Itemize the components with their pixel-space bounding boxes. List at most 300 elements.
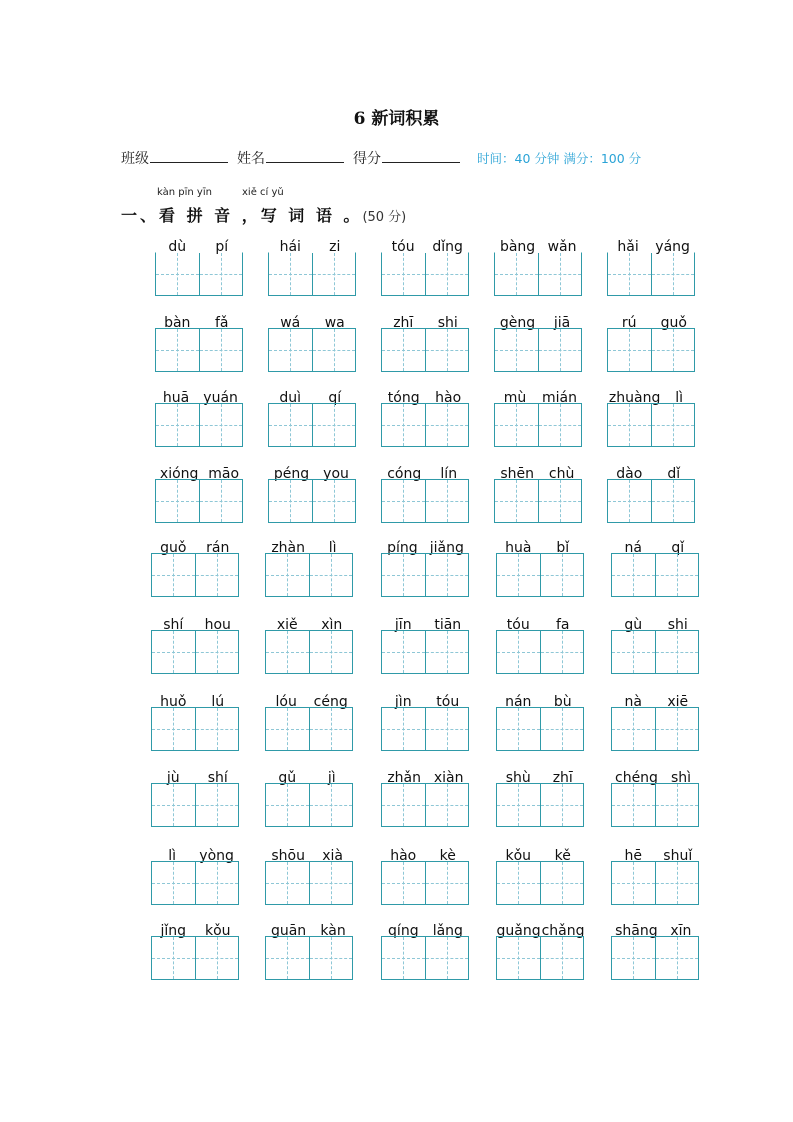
pinyin-syllable: zi: [329, 239, 341, 255]
guide-line-horizontal: [652, 350, 695, 351]
pinyin-syllable: bǐ: [556, 540, 570, 556]
character-writing-cell[interactable]: [497, 631, 540, 673]
guide-line-horizontal: [652, 274, 695, 275]
character-writing-cell[interactable]: [425, 554, 469, 596]
tianzige-box-pair[interactable]: [611, 861, 699, 905]
tianzige-box-pair[interactable]: [155, 403, 243, 447]
tianzige-box-pair[interactable]: [611, 553, 699, 597]
pinyin-syllable: rú: [621, 315, 637, 331]
pinyin-syllable: tiān: [434, 617, 462, 633]
character-writing-cell[interactable]: [382, 554, 425, 596]
character-writing-cell[interactable]: [152, 708, 195, 750]
pinyin-syllable: dǐ: [667, 466, 681, 482]
guide-line-horizontal: [495, 425, 538, 426]
word-item: [496, 694, 585, 710]
pinyin-syllable: guǎng: [496, 923, 541, 939]
guide-line-horizontal: [541, 805, 584, 806]
guide-line-horizontal: [612, 958, 655, 959]
pinyin-syllable: yáng: [655, 239, 690, 255]
character-writing-cell[interactable]: [495, 253, 538, 295]
guide-line-horizontal: [382, 575, 425, 576]
name-field: [237, 148, 344, 168]
character-writing-cell[interactable]: [382, 862, 425, 904]
tianzige-box-pair[interactable]: [381, 479, 469, 523]
word-item: [268, 239, 357, 255]
character-writing-cell[interactable]: [497, 937, 540, 979]
character-writing-cell[interactable]: [269, 253, 312, 295]
tianzige-box-pair[interactable]: [155, 479, 243, 523]
guide-line-horizontal: [495, 350, 538, 351]
character-writing-cell[interactable]: [538, 480, 582, 522]
tianzige-box-pair[interactable]: [381, 403, 469, 447]
character-writing-cell[interactable]: [612, 708, 655, 750]
tianzige-box-pair[interactable]: [381, 707, 469, 751]
tianzige-box-pair[interactable]: [265, 783, 353, 827]
guide-line-horizontal: [656, 575, 699, 576]
pinyin-syllable: hào: [390, 848, 417, 864]
tianzige-box-pair[interactable]: [494, 479, 582, 523]
character-writing-cell[interactable]: [382, 253, 425, 295]
guide-line-horizontal: [497, 729, 540, 730]
character-writing-cell[interactable]: [608, 329, 651, 371]
character-writing-cell[interactable]: [497, 862, 540, 904]
character-writing-cell[interactable]: [497, 708, 540, 750]
character-writing-cell[interactable]: [382, 329, 425, 371]
character-writing-cell[interactable]: [425, 862, 469, 904]
pinyin-syllable: hou: [204, 617, 231, 633]
guide-line-horizontal: [426, 805, 469, 806]
character-writing-cell[interactable]: [266, 937, 309, 979]
tianzige-box-pair[interactable]: [265, 707, 353, 751]
character-writing-cell[interactable]: [309, 862, 353, 904]
guide-line-horizontal: [152, 652, 195, 653]
character-writing-cell[interactable]: [540, 554, 584, 596]
character-writing-cell[interactable]: [312, 480, 356, 522]
guide-line-horizontal: [656, 805, 699, 806]
pinyin-syllable: zhī: [393, 315, 414, 331]
tianzige-box-pair[interactable]: [496, 707, 584, 751]
pinyin-syllable: chéng: [615, 770, 658, 786]
character-writing-cell[interactable]: [612, 784, 655, 826]
character-writing-cell[interactable]: [195, 631, 239, 673]
pinyin-syllable: yuán: [203, 390, 238, 406]
character-writing-cell[interactable]: [382, 480, 425, 522]
character-writing-cell[interactable]: [195, 554, 239, 596]
tianzige-box-pair[interactable]: [381, 861, 469, 905]
word-item: [151, 694, 240, 710]
student-info-row: [121, 148, 641, 168]
character-writing-cell[interactable]: [651, 404, 695, 446]
character-writing-cell[interactable]: [497, 784, 540, 826]
character-writing-cell[interactable]: [309, 708, 353, 750]
pinyin-syllable: xiē: [667, 694, 689, 710]
character-writing-cell[interactable]: [538, 329, 582, 371]
word-item: [381, 540, 470, 556]
word-item: [496, 770, 585, 786]
character-writing-cell[interactable]: [195, 862, 239, 904]
pinyin-syllable: jì: [327, 770, 336, 786]
word-item: [611, 694, 700, 710]
pinyin-syllable: chǎng: [541, 923, 585, 939]
pinyin-syllable: zhuàng: [608, 390, 661, 406]
pinyin-syllable: tóu: [436, 694, 460, 710]
guide-line-horizontal: [497, 805, 540, 806]
pinyin-syllable: dào: [616, 466, 643, 482]
guide-line-horizontal: [426, 501, 469, 502]
character-writing-cell[interactable]: [152, 554, 195, 596]
character-writing-cell[interactable]: [309, 937, 353, 979]
character-writing-cell[interactable]: [382, 784, 425, 826]
tianzige-box-pair[interactable]: [611, 707, 699, 751]
word-item: [151, 617, 240, 633]
character-writing-cell[interactable]: [195, 708, 239, 750]
character-writing-cell[interactable]: [608, 404, 651, 446]
character-writing-cell[interactable]: [425, 404, 469, 446]
guide-line-horizontal: [310, 805, 353, 806]
character-writing-cell[interactable]: [612, 937, 655, 979]
pinyin-syllable: ná: [624, 540, 642, 556]
character-writing-cell[interactable]: [425, 631, 469, 673]
name-label: 姓名: [237, 151, 265, 167]
character-writing-cell[interactable]: [497, 554, 540, 596]
guide-line-horizontal: [612, 575, 655, 576]
word-item: [494, 315, 583, 331]
guide-line-horizontal: [266, 883, 309, 884]
guide-line-horizontal: [426, 425, 469, 426]
guide-line-horizontal: [269, 425, 312, 426]
pinyin-syllable: xiàn: [433, 770, 464, 786]
character-writing-cell[interactable]: [199, 329, 243, 371]
character-writing-cell[interactable]: [269, 329, 312, 371]
word-item: [155, 239, 244, 255]
pinyin-syllable: kè: [439, 848, 456, 864]
character-writing-cell[interactable]: [655, 554, 699, 596]
pinyin-syllable: shuǐ: [663, 848, 693, 864]
character-writing-cell[interactable]: [266, 862, 309, 904]
character-writing-cell[interactable]: [266, 784, 309, 826]
guide-line-horizontal: [541, 729, 584, 730]
character-writing-cell[interactable]: [199, 253, 243, 295]
tianzige-box-pair[interactable]: [265, 553, 353, 597]
guide-line-horizontal: [382, 958, 425, 959]
character-writing-cell[interactable]: [425, 480, 469, 522]
guide-line-horizontal: [310, 958, 353, 959]
character-writing-cell[interactable]: [156, 329, 199, 371]
character-writing-cell[interactable]: [538, 253, 582, 295]
tianzige-box-pair[interactable]: [496, 936, 584, 980]
guide-line-horizontal: [310, 575, 353, 576]
guide-line-horizontal: [196, 883, 239, 884]
word-item: [496, 848, 585, 864]
score-label: 得分: [353, 151, 381, 167]
tianzige-box-pair[interactable]: [268, 252, 356, 296]
word-item: [268, 466, 357, 482]
tianzige-box-pair[interactable]: [151, 783, 239, 827]
guide-line-horizontal: [266, 652, 309, 653]
tianzige-box-pair[interactable]: [151, 936, 239, 980]
guide-line-horizontal: [313, 425, 356, 426]
character-writing-cell[interactable]: [608, 480, 651, 522]
tianzige-box-pair[interactable]: [265, 630, 353, 674]
tianzige-box-pair[interactable]: [496, 861, 584, 905]
class-blank[interactable]: [150, 149, 228, 163]
character-writing-cell[interactable]: [612, 631, 655, 673]
guide-line-horizontal: [541, 652, 584, 653]
character-writing-cell[interactable]: [309, 784, 353, 826]
tianzige-box-pair[interactable]: [381, 553, 469, 597]
tianzige-box-pair[interactable]: [494, 328, 582, 372]
pinyin-syllable: gù: [624, 617, 643, 633]
tianzige-box-pair[interactable]: [151, 707, 239, 751]
character-writing-cell[interactable]: [495, 404, 538, 446]
pinyin-syllable: jiā: [553, 315, 571, 331]
pinyin-syllable: dǐng: [432, 239, 463, 255]
character-writing-cell[interactable]: [655, 862, 699, 904]
guide-line-horizontal: [608, 350, 651, 351]
word-item: [151, 540, 240, 556]
character-writing-cell[interactable]: [156, 253, 199, 295]
word-item: [381, 390, 470, 406]
pinyin-syllable: kǒu: [505, 848, 532, 864]
tianzige-box-pair[interactable]: [265, 936, 353, 980]
character-writing-cell[interactable]: [655, 631, 699, 673]
character-writing-cell[interactable]: [266, 708, 309, 750]
guide-line-horizontal: [310, 883, 353, 884]
section-heading: [121, 203, 406, 226]
tianzige-box-pair[interactable]: [381, 252, 469, 296]
character-writing-cell[interactable]: [309, 631, 353, 673]
character-writing-cell[interactable]: [612, 554, 655, 596]
tianzige-box-pair[interactable]: [268, 479, 356, 523]
tianzige-box-pair[interactable]: [607, 403, 695, 447]
character-writing-cell[interactable]: [425, 329, 469, 371]
guide-line-horizontal: [656, 958, 699, 959]
pinyin-syllable: lǎng: [432, 923, 463, 939]
pinyin-syllable: shi: [437, 315, 458, 331]
pinyin-syllable: shí: [163, 617, 184, 633]
character-writing-cell[interactable]: [655, 708, 699, 750]
pinyin-syllable: xià: [322, 848, 344, 864]
character-writing-cell[interactable]: [608, 253, 651, 295]
character-writing-cell[interactable]: [651, 253, 695, 295]
pinyin-syllable: wa: [324, 315, 345, 331]
character-writing-cell[interactable]: [540, 937, 584, 979]
character-writing-cell[interactable]: [540, 631, 584, 673]
character-writing-cell[interactable]: [195, 784, 239, 826]
character-writing-cell[interactable]: [495, 480, 538, 522]
pinyin-syllable: lì: [168, 848, 176, 864]
tianzige-box-pair[interactable]: [496, 783, 584, 827]
character-writing-cell[interactable]: [540, 708, 584, 750]
character-writing-cell[interactable]: [266, 631, 309, 673]
pinyin-syllable: jù: [166, 770, 180, 786]
guide-line-horizontal: [541, 575, 584, 576]
character-writing-cell[interactable]: [382, 937, 425, 979]
tianzige-box-pair[interactable]: [607, 252, 695, 296]
guide-line-horizontal: [497, 958, 540, 959]
tianzige-box-pair[interactable]: [494, 252, 582, 296]
guide-line-horizontal: [497, 575, 540, 576]
tianzige-box-pair[interactable]: [607, 479, 695, 523]
pinyin-syllable: jìn: [394, 694, 412, 710]
character-writing-cell[interactable]: [312, 404, 356, 446]
guide-line-horizontal: [269, 501, 312, 502]
character-writing-cell[interactable]: [269, 480, 312, 522]
tianzige-box-pair[interactable]: [607, 328, 695, 372]
guide-line-horizontal: [612, 652, 655, 653]
character-writing-cell[interactable]: [309, 554, 353, 596]
guide-line-horizontal: [382, 425, 425, 426]
pinyin-syllable: zhàn: [271, 540, 306, 556]
character-writing-cell[interactable]: [425, 937, 469, 979]
tianzige-box-pair[interactable]: [611, 936, 699, 980]
character-writing-cell[interactable]: [199, 480, 243, 522]
character-writing-cell[interactable]: [655, 937, 699, 979]
pinyin-syllable: māo: [208, 466, 240, 482]
character-writing-cell[interactable]: [651, 480, 695, 522]
score-field: [353, 148, 460, 168]
tianzige-box-pair[interactable]: [268, 328, 356, 372]
pinyin-syllable: hǎi: [617, 239, 639, 255]
pinyin-annotation-xie-ci-yu: xiě cí yǔ: [242, 187, 284, 198]
score-blank[interactable]: [382, 149, 460, 163]
page-title: 6 新词积累: [353, 109, 440, 129]
tianzige-box-pair[interactable]: [611, 630, 699, 674]
pinyin-syllable: shāng: [615, 923, 658, 939]
tianzige-box-pair[interactable]: [265, 861, 353, 905]
pinyin-syllable: guān: [270, 923, 307, 939]
guide-line-horizontal: [382, 501, 425, 502]
guide-line-horizontal: [156, 274, 199, 275]
character-writing-cell[interactable]: [612, 862, 655, 904]
pinyin-syllable: shì: [670, 770, 691, 786]
character-writing-cell[interactable]: [195, 937, 239, 979]
guide-line-horizontal: [156, 425, 199, 426]
guide-line-horizontal: [426, 958, 469, 959]
character-writing-cell[interactable]: [382, 708, 425, 750]
guide-line-horizontal: [200, 350, 243, 351]
guide-line-horizontal: [382, 883, 425, 884]
word-item: [496, 540, 585, 556]
character-writing-cell[interactable]: [312, 253, 356, 295]
character-writing-cell[interactable]: [425, 708, 469, 750]
character-writing-cell[interactable]: [199, 404, 243, 446]
guide-line-horizontal: [156, 350, 199, 351]
pinyin-syllable: nà: [624, 694, 642, 710]
pinyin-syllable: lú: [211, 694, 225, 710]
character-writing-cell[interactable]: [425, 253, 469, 295]
tianzige-box-pair[interactable]: [268, 403, 356, 447]
character-writing-cell[interactable]: [266, 554, 309, 596]
guide-line-horizontal: [426, 652, 469, 653]
guide-line-horizontal: [612, 729, 655, 730]
tianzige-box-pair[interactable]: [151, 553, 239, 597]
character-writing-cell[interactable]: [655, 784, 699, 826]
tianzige-box-pair[interactable]: [151, 861, 239, 905]
guide-line-horizontal: [200, 425, 243, 426]
name-blank[interactable]: [266, 149, 344, 163]
guide-line-horizontal: [266, 805, 309, 806]
tianzige-box-pair[interactable]: [496, 630, 584, 674]
character-writing-cell[interactable]: [382, 404, 425, 446]
word-item: [381, 617, 470, 633]
character-writing-cell[interactable]: [495, 329, 538, 371]
tianzige-box-pair[interactable]: [381, 630, 469, 674]
character-writing-cell[interactable]: [156, 404, 199, 446]
pinyin-syllable: bàng: [499, 239, 536, 255]
character-writing-cell[interactable]: [538, 404, 582, 446]
word-item: [381, 466, 470, 482]
word-item: [611, 923, 700, 939]
class-label: 班级: [121, 151, 149, 167]
pinyin-syllable: xìn: [321, 617, 343, 633]
tianzige-box-pair[interactable]: [381, 328, 469, 372]
pinyin-syllable: jiǎng: [429, 540, 464, 556]
word-item: [381, 315, 470, 331]
guide-line-horizontal: [426, 274, 469, 275]
word-item: [151, 923, 240, 939]
character-writing-cell[interactable]: [312, 329, 356, 371]
character-writing-cell[interactable]: [269, 404, 312, 446]
word-item: [607, 466, 696, 482]
guide-line-horizontal: [426, 883, 469, 884]
guide-line-horizontal: [196, 575, 239, 576]
guide-line-horizontal: [426, 729, 469, 730]
pinyin-syllable: qíng: [388, 923, 419, 939]
guide-line-horizontal: [196, 729, 239, 730]
word-item: [496, 617, 585, 633]
pinyin-syllable: jǐng: [160, 923, 187, 939]
pinyin-syllable: mián: [542, 390, 577, 406]
tianzige-box-pair[interactable]: [496, 553, 584, 597]
tianzige-box-pair[interactable]: [381, 936, 469, 980]
guide-line-horizontal: [269, 274, 312, 275]
word-item: [151, 770, 240, 786]
word-item: [611, 540, 700, 556]
tianzige-box-pair[interactable]: [611, 783, 699, 827]
character-writing-cell[interactable]: [156, 480, 199, 522]
guide-line-horizontal: [156, 501, 199, 502]
character-writing-cell[interactable]: [152, 784, 195, 826]
character-writing-cell[interactable]: [152, 937, 195, 979]
word-item: [607, 239, 696, 255]
pinyin-syllable: pí: [215, 239, 229, 255]
tianzige-box-pair[interactable]: [381, 783, 469, 827]
tianzige-box-pair[interactable]: [494, 403, 582, 447]
character-writing-cell[interactable]: [425, 784, 469, 826]
character-writing-cell[interactable]: [540, 784, 584, 826]
tianzige-box-pair[interactable]: [155, 328, 243, 372]
tianzige-box-pair[interactable]: [155, 252, 243, 296]
guide-line-horizontal: [612, 805, 655, 806]
character-writing-cell[interactable]: [152, 862, 195, 904]
word-item: [381, 694, 470, 710]
pinyin-annotation-kan-pin-yin: kàn pīn yīn: [157, 187, 212, 198]
section-heading-text: 一、看 拼 音 ，写 词 语 。: [121, 206, 363, 225]
tianzige-box-pair[interactable]: [151, 630, 239, 674]
pinyin-syllable: wá: [280, 315, 301, 331]
pinyin-syllable: xīn: [670, 923, 692, 939]
character-writing-cell[interactable]: [540, 862, 584, 904]
guide-line-horizontal: [196, 652, 239, 653]
guide-line-horizontal: [426, 575, 469, 576]
pinyin-syllable: guǒ: [660, 315, 687, 331]
guide-line-horizontal: [495, 501, 538, 502]
character-writing-cell[interactable]: [152, 631, 195, 673]
character-writing-cell[interactable]: [651, 329, 695, 371]
pinyin-syllable: yòng: [199, 848, 234, 864]
character-writing-cell[interactable]: [382, 631, 425, 673]
